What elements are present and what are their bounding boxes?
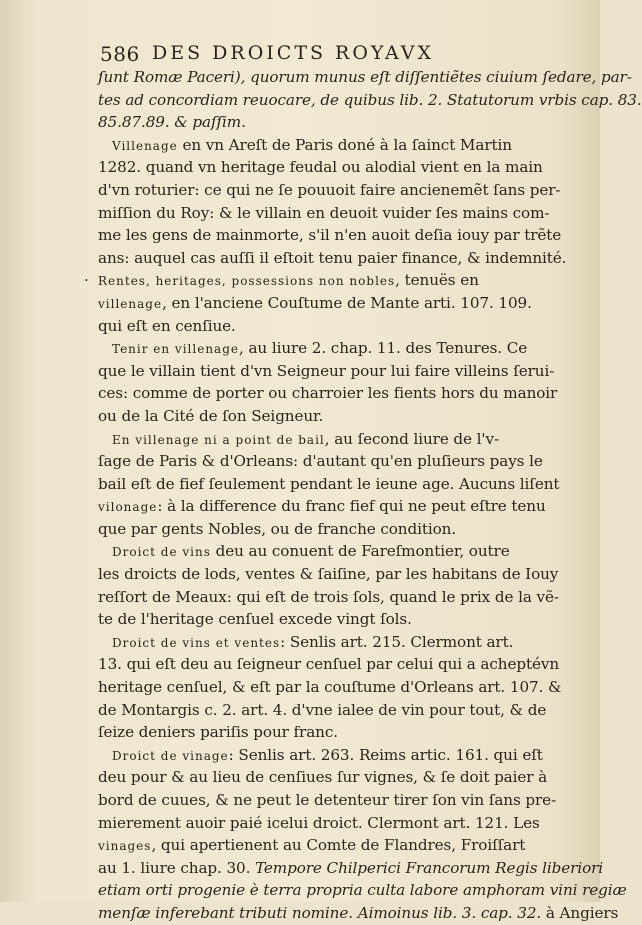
latin-italic: Tempore Chilperici Francorum Regis liberiori (255, 858, 604, 877)
text-segment: , tenuës en (395, 271, 479, 290)
text-line (98, 812, 540, 835)
text-line (98, 857, 604, 880)
text-line (98, 586, 559, 609)
text-segment: : Senlis art. 263. Reims artic. 161. qui eſt (228, 745, 543, 764)
text-segment: me les gens de mainmorte, s'il n'en auoit deſia iouy par trẽte (98, 226, 562, 245)
text-segment: ou de la Cité de ſon Seigneur. (98, 406, 324, 425)
page-header (100, 36, 520, 66)
text-segment: ans: auquel cas auſſi il eſtoit tenu paier finance, & indemnité. (98, 248, 567, 267)
text-segment: 1282. quand vn heritage feudal ou alodial vient en la main (98, 158, 543, 177)
text-segment: , au liure 2. chap. 11. des Tenures. Ce (239, 339, 528, 358)
text-line (98, 518, 530, 541)
text-segment: ces: comme de porter ou charroier les fients hors du manoir (98, 384, 558, 403)
text-line (98, 699, 547, 722)
term-smallcaps: Droict de vins et ventes (112, 635, 281, 650)
text-segment: deu au conuent de Fareſmontier, outre (210, 542, 510, 561)
text-line (98, 450, 543, 473)
text-segment: en vn Areſt de Paris doné à la ſainct Martin (177, 135, 512, 154)
text-line (98, 111, 530, 134)
text-line (98, 879, 627, 902)
text-segment: qui eſt en cenſiue. (98, 316, 236, 335)
text-line (98, 179, 561, 202)
text-line (98, 834, 530, 857)
text-line (98, 428, 530, 451)
text-line (98, 202, 550, 225)
latin-italic: ſunt Romæ Paceri), quorum munus eſt diſſentiẽtes ciuium ſedare, par- (98, 68, 632, 86)
text-line (98, 563, 559, 586)
text-line (98, 224, 562, 247)
text-line (98, 653, 560, 676)
text-segment: à Angiers (541, 903, 619, 922)
text-line (98, 292, 530, 315)
text-line (98, 89, 642, 112)
text-line (98, 608, 530, 631)
text-segment: deu pour & au lieu de cenſiues ſur vignes, & ſe doit paier à (98, 768, 548, 787)
text-line (98, 156, 543, 179)
term-smallcaps: En villenage ni a point de bail (112, 432, 325, 447)
text-line (98, 631, 530, 654)
text-segment: , au ſecond liure de l'v- (324, 429, 500, 448)
margin-mark: · (84, 271, 89, 290)
text-line (98, 315, 530, 338)
text-line (98, 789, 557, 812)
latin-italic: tes ad concordiam reuocare, de quibus lib. 2. Statutorum vrbis cap. 83. (98, 90, 642, 109)
term-smallcaps: Droict de vinage (112, 748, 229, 763)
term-smallcaps: vilonage (98, 500, 158, 515)
term-smallcaps: Rentes, heritages, possessions non nobles (98, 274, 396, 289)
text-line (98, 902, 619, 925)
text-segment: mierement auoir paié icelui droict. Clermont art. 121. Les (98, 813, 540, 832)
text-segment: : à la difference du franc fief qui ne peut eſtre tenu (157, 497, 546, 516)
text-segment: bail eſt de fief ſeulement pendant le ieune age. Aucuns liſent (98, 474, 560, 493)
text-line (98, 337, 530, 360)
term-smallcaps: vinages (98, 839, 152, 854)
text-segment: heritage cenſuel, & eſt par la couſtume d'Orleans art. 107. & (98, 678, 562, 697)
text-line (98, 744, 543, 767)
text-segment: d'vn roturier: ce qui ne ſe pouuoit faire ancienemẽt ſans per- (98, 180, 561, 199)
text-segment: ſage de Paris & d'Orleans: d'autant qu'en pluſieurs pays le (98, 452, 543, 471)
text-line (98, 66, 632, 89)
page-number: 586 (100, 42, 140, 66)
text-segment: les droicts de lods, ventes & ſaiſine, par les habitans de Iouy (98, 565, 559, 584)
latin-italic: menſæ inferebant tributi nomine. Aimoinus lib. 3. cap. 32. (98, 903, 542, 922)
latin-italic: 85.87.89. & paſſim. (98, 113, 246, 132)
text-line (98, 495, 546, 518)
text-segment: : Senlis art. 215. Clermont art. (280, 632, 514, 651)
text-segment: de Montargis c. 2. art. 4. d'vne ialee de vin pour tout, & de (98, 700, 547, 719)
text-segment: 13. qui eſt deu au ſeigneur cenſuel par celui qui a acheptévn (98, 655, 560, 674)
text-segment: bord de cuues, & ne peut le detenteur tirer ſon vin ſans pre- (98, 791, 557, 809)
running-title: DES DROICTS ROYAVX (152, 42, 435, 64)
text-line (98, 766, 548, 789)
latin-italic: etiam orti progenie è terra propria culta labore amphoram vini regiæ (98, 881, 627, 900)
text-line (98, 360, 555, 383)
term-smallcaps: villenage (98, 296, 163, 311)
text-segment: , en l'anciene Couſtume de Mante arti. 107. 109. (162, 293, 532, 312)
term-smallcaps: Villenage (112, 138, 178, 153)
text-segment: que le villain tient d'vn Seigneur pour lui faire villeins ſerui- (98, 361, 555, 380)
text-line (98, 247, 567, 270)
text-segment: ſeize deniers pariſis pour franc. (98, 723, 338, 742)
text-line (98, 721, 530, 744)
text-body (84, 66, 642, 925)
text-line (98, 473, 560, 496)
text-line (84, 269, 530, 292)
text-line (98, 134, 530, 157)
text-line (98, 405, 530, 428)
text-segment: reſſort de Meaux: qui eſt de trois ſols, quand le prix de la vẽ- (98, 587, 559, 606)
text-line (98, 540, 530, 563)
text-segment: , qui apertienent au Comte de Flandres, Froiſſart (151, 836, 526, 855)
text-line (98, 382, 558, 405)
text-segment: te de l'heritage cenſuel excede vingt ſols. (98, 610, 412, 629)
text-segment: miſſion du Roy: & le villain en deuoit vuider ſes mains com- (98, 203, 550, 222)
text-segment: que par gents Nobles, ou de franche condition. (98, 519, 457, 538)
text-segment: au 1. liure chap. 30. (98, 858, 256, 877)
term-smallcaps: Tenir en villenage (112, 342, 239, 357)
term-smallcaps: Droict de vins (112, 545, 211, 560)
text-line (98, 676, 562, 699)
